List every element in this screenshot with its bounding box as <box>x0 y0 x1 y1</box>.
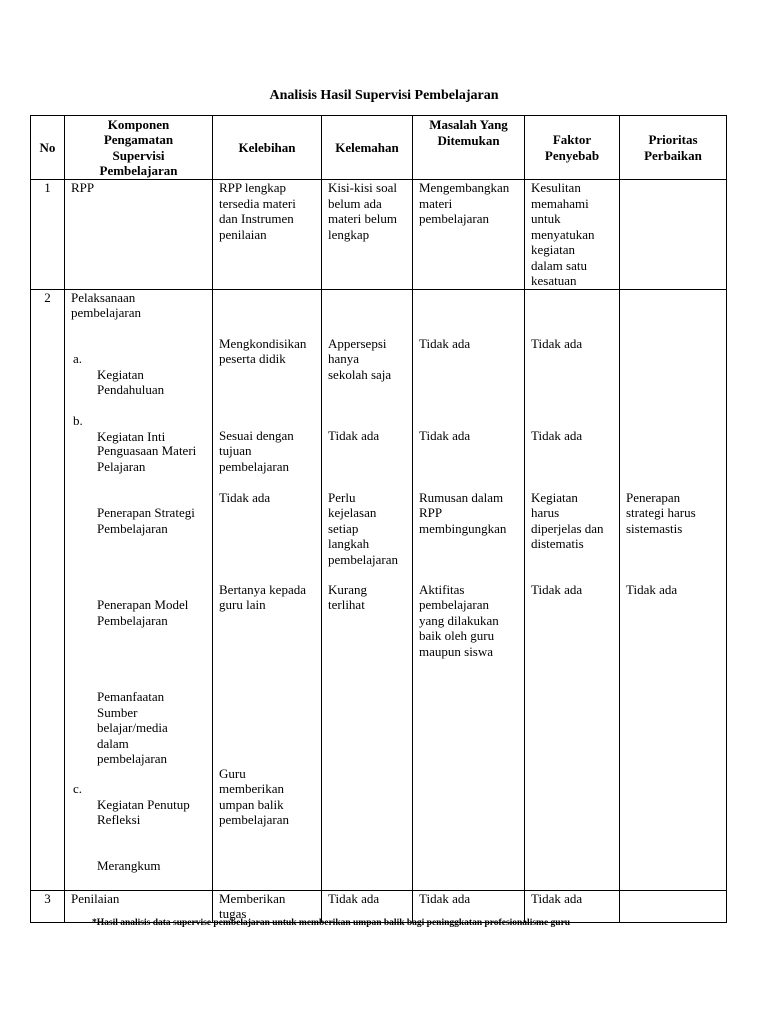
kelebihan-b2: Tidak ada <box>219 489 271 505</box>
cell-masalah: Mengembangkan materi pembelajaran <box>413 180 525 290</box>
footnote: *Hasil analisis data supervise pembelajaran untuk memberikan umpan balik bagi peninggkatan profesionalisme guru <box>92 918 571 928</box>
cell-prioritas <box>620 289 727 890</box>
cell-kelemahan <box>322 289 413 890</box>
kelemahan-b1: Tidak ada <box>328 427 380 443</box>
cell-faktor: Kesulitan memahami untuk menyatukan kegiatan dalam satu kesatuan <box>525 180 620 290</box>
kegiatan-inti-label: Kegiatan Inti <box>97 428 166 444</box>
kelebihan-c: Guru memberikan umpan balik pembelajaran <box>219 765 290 827</box>
table-row <box>31 289 727 890</box>
cell-faktor <box>525 289 620 890</box>
kelebihan-a: Mengkondisikan peserta didik <box>219 335 307 366</box>
cell-kelemahan: Tidak ada <box>322 890 413 922</box>
kelemahan-a: Appersepsi hanya sekolah saja <box>328 335 392 382</box>
kelemahan-b2: Perlu kejelasan setiap langkah pembelajaran <box>328 489 399 567</box>
kegiatan-penutup-label: Kegiatan Penutup <box>97 796 190 812</box>
cell-masalah <box>413 289 525 890</box>
header-faktor: Faktor Penyebab <box>525 116 620 180</box>
faktor-b1: Tidak ada <box>531 427 583 443</box>
header-komponen: Komponen Pengamatan Supervisi Pembelajaran <box>65 116 213 180</box>
masalah-b2: Rumusan dalam RPP membingungkan <box>419 489 507 536</box>
header-kelebihan: Kelebihan <box>213 116 322 180</box>
header-no: No <box>31 116 65 180</box>
analysis-table <box>30 115 727 923</box>
table-row <box>31 180 727 290</box>
masalah-a: Tidak ada <box>419 335 471 351</box>
cell-kelebihan: Memberikan tugas <box>213 890 322 922</box>
cell-kelemahan: Kisi-kisi soal belum ada materi belum lengkap <box>322 180 413 290</box>
list-marker: a. <box>73 351 83 366</box>
faktor-b2: Kegiatan harus diperjelas dan distematis <box>531 489 604 551</box>
masalah-b1: Tidak ada <box>419 427 471 443</box>
penerapan-strategi-label: Penerapan Strategi Pembelajaran <box>97 505 195 536</box>
refleksi-label: Refleksi <box>97 812 141 827</box>
prioritas-b3: Tidak ada <box>626 581 678 597</box>
row-number: 3 <box>31 890 65 922</box>
penguasaan-materi-label: Penguasaan Materi Pelajaran <box>97 443 197 474</box>
kelemahan-b3: Kurang terlihat <box>328 581 367 612</box>
faktor-b3: Tidak ada <box>531 581 583 597</box>
header-kelemahan: Kelemahan <box>322 116 413 180</box>
cell-kelebihan <box>213 289 322 890</box>
cell-komponen <box>65 289 213 890</box>
cell-prioritas <box>620 890 727 922</box>
cell-masalah: Tidak ada <box>413 890 525 922</box>
komponen-heading: Pelaksanaan pembelajaran <box>71 289 142 320</box>
kegiatan-pendahuluan-label: Kegiatan Pendahuluan <box>97 366 165 397</box>
cell-komponen: Penilaian <box>65 890 213 922</box>
kelebihan-b3: Bertanya kepada guru lain <box>219 581 306 612</box>
merangkum-label: Merangkum <box>97 858 161 873</box>
cell-prioritas <box>620 180 727 290</box>
document-title: Analisis Hasil Supervisi Pembelajaran <box>269 88 499 103</box>
pemanfaatan-sumber-label: Pemanfaatan Sumber belajar/media dalam pembelajaran <box>97 689 168 766</box>
row-number: 2 <box>31 289 65 890</box>
list-marker: b. <box>73 413 83 428</box>
cell-kelebihan: RPP lengkap tersedia materi dan Instrumen penilaian <box>213 180 322 290</box>
header-prioritas: Prioritas Perbaikan <box>620 116 727 180</box>
prioritas-b2: Penerapan strategi harus sistemastis <box>626 489 696 536</box>
header-masalah: Masalah Yang Ditemukan <box>413 116 525 180</box>
cell-faktor: Tidak ada <box>525 890 620 922</box>
row-number: 1 <box>31 180 65 290</box>
list-marker: c. <box>73 781 83 796</box>
cell-komponen: RPP <box>65 180 213 290</box>
kelebihan-b1: Sesuai dengan tujuan pembelajaran <box>219 427 294 474</box>
faktor-a: Tidak ada <box>531 335 583 351</box>
masalah-b3: Aktifitas pembelajaran yang dilakukan baik oleh guru maupun siswa <box>419 581 499 659</box>
header-row <box>31 116 727 180</box>
penerapan-model-label: Penerapan Model Pembelajaran <box>97 597 189 628</box>
